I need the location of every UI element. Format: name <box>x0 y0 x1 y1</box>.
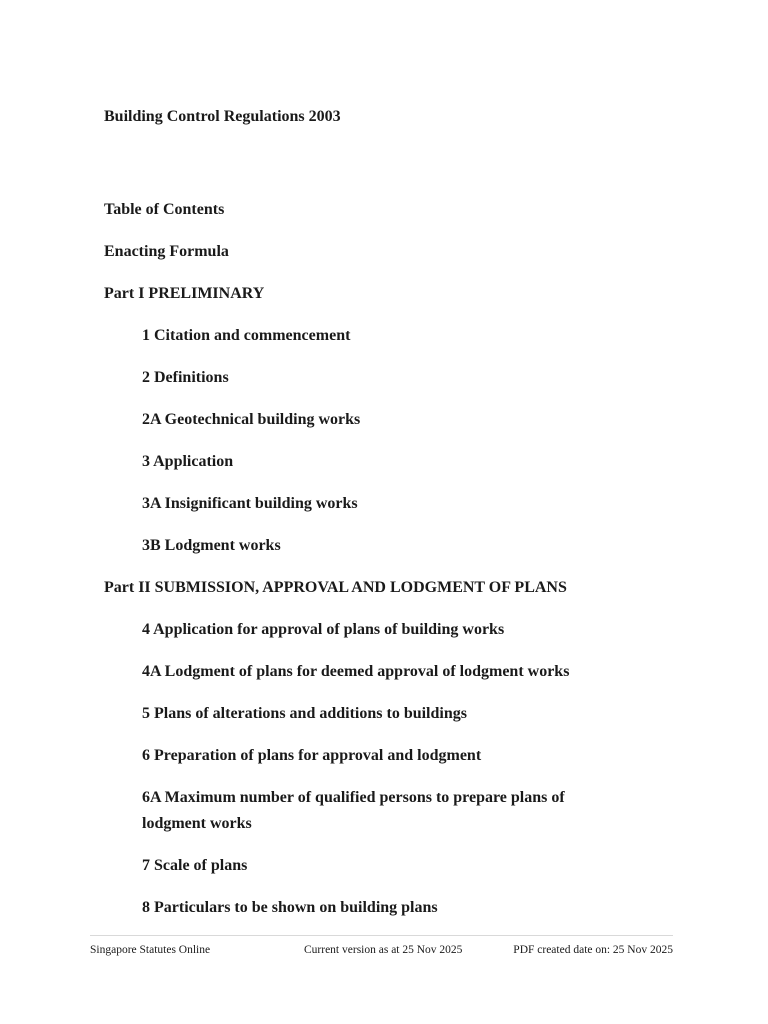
toc-item-enacting-formula[interactable]: Enacting Formula <box>104 243 229 260</box>
footer-created-date: PDF created date on: 25 Nov 2025 <box>513 944 673 956</box>
document-title: Building Control Regulations 2003 <box>104 108 341 125</box>
toc-item-section-6[interactable]: 6 Preparation of plans for approval and lodgment <box>142 747 482 764</box>
footer-version: Current version as at 25 Nov 2025 <box>304 944 463 956</box>
toc-item-section-2[interactable]: 2 Definitions <box>142 369 229 386</box>
toc-item-section-7[interactable]: 7 Scale of plans <box>142 857 248 874</box>
toc-item-section-3b[interactable]: 3B Lodgment works <box>142 537 281 554</box>
toc-item-section-4a[interactable]: 4A Lodgment of plans for deemed approval of lodgment works <box>142 663 570 680</box>
toc-item-section-5[interactable]: 5 Plans of alterations and additions to buildings <box>142 705 467 722</box>
table-of-contents <box>104 197 624 921</box>
toc-item-section-3[interactable]: 3 Application <box>142 453 234 470</box>
toc-item-section-2a[interactable]: 2A Geotechnical building works <box>142 411 361 428</box>
toc-item-section-8[interactable]: 8 Particulars to be shown on building plans <box>142 899 438 916</box>
toc-item-section-1[interactable]: 1 Citation and commencement <box>142 327 351 344</box>
toc-item-table-of-contents[interactable]: Table of Contents <box>104 201 225 218</box>
footer-divider <box>90 935 673 936</box>
toc-item-section-6a[interactable]: 6A Maximum number of qualified persons to prepare plans of lodgment works <box>142 789 565 832</box>
footer-source: Singapore Statutes Online <box>90 944 211 956</box>
toc-item-part-2[interactable]: Part II SUBMISSION, APPROVAL AND LODGMENT OF PLANS <box>104 579 567 596</box>
toc-item-section-4[interactable]: 4 Application for approval of plans of building works <box>142 621 505 638</box>
toc-item-part-1[interactable]: Part I PRELIMINARY <box>104 285 265 302</box>
toc-item-section-3a[interactable]: 3A Insignificant building works <box>142 495 358 512</box>
page-footer <box>90 944 673 960</box>
